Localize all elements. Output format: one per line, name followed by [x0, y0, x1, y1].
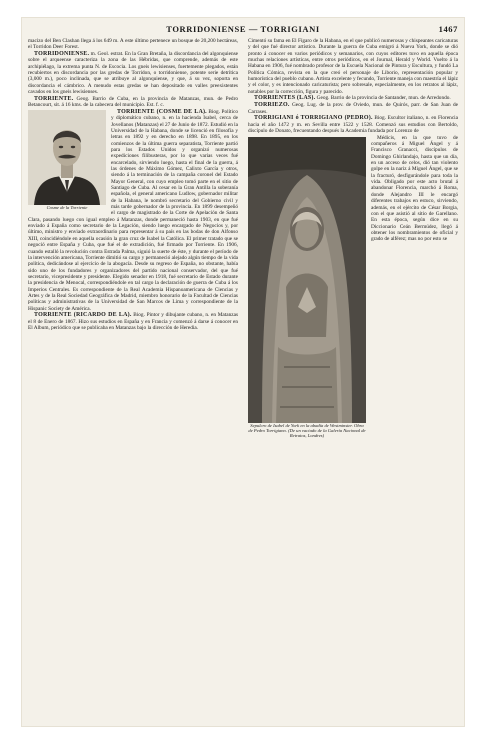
entry-text: Médicis, en la que tuvo de compañeros á Miguel Ángel y á Francisco Granacci, discípulos de Domingo Ghirlandajo, hasta que un día, en un acceso de celos, dió tan violento golpe en la nariz á Miguel Ángel, que se la fracturó, desfigurándole para toda la vida. Obligado por este acto brutal á abandonar Florencia, marchó á Roma, donde Alejandro III le encargó diferentes trabajos en estuco, sirviendo, además, en el ejército de César Borgia, con el que asistió al sitio de Garellano. En esta época, según dice en su Diccionario Ceán Bermúdez, llegó á obtener los nombramientos de oficial y grado de alférez; mas no por esto se: [371, 134, 458, 243]
entry-paragraph: [248, 102, 458, 115]
entry-text: m. Geol. estrat. En la Gran Bretaña, la discordancia del algonquiense sobre el arqueense caracteriza la zona de las Hébridas, que comprende, además de este archipiélago, la extrema punta N. de Escocia. Los gneis lewisienses, fuertemente plegados, están recubiertos en discordancia por las gredas de Torridon, o torridoniense, potente serie detrítica (3,000 m.), poco inclinada, que se atribuye al algonquiense, y que, á su vez, soporta en discordancia el cámbrico. A menudo estas gredas se han depositado en valles preexistentes cavados en los gneis lewisienses.: [28, 51, 238, 96]
portrait-caption: Cosme de la Torriente: [46, 204, 88, 210]
entry-paragraph: [248, 95, 458, 101]
portrait-photo: [28, 110, 106, 205]
left-column: [28, 38, 238, 722]
entry-term: TORRIENTE (RICARDO DE LA).: [34, 312, 132, 319]
document-page: [22, 18, 464, 726]
entry-term: TORRIENTES (LAS).: [254, 95, 316, 102]
entry-text: Geog. Lug. de la prov. de Oviedo, mun. de Quirós, parr. de San Juan de Carrases.: [248, 102, 458, 115]
page-number: 1467: [438, 24, 458, 34]
entry-paragraph: [28, 51, 238, 95]
entry-paragraph: [28, 38, 238, 51]
tomb-caption: Sepulcro de Isabel de York en la abadía de Westminster. Obra de Pedro Torrigiano. (De un vaciado de la Galería Nacional de Retratos, Londres): [248, 422, 366, 439]
right-column: [248, 38, 458, 722]
entry-paragraph: [248, 115, 458, 134]
entry-paragraph: [248, 38, 458, 95]
entry-text: macizo del Ben Clashan llega á los 649 m. Á este último pertenece un bosque de 20,200 hectáreas, el Torridon Deer Forest.: [28, 38, 238, 51]
entry-term: TORRIEZO.: [254, 102, 290, 109]
tomb-figure: [248, 137, 366, 437]
entry-paragraph: [28, 312, 238, 331]
entry-text: Geog. Barrio de la provincia de Santander, mun. de Arredondo.: [316, 95, 451, 102]
entry-text: Biog. Político y diplomático cubano, n. en la hacienda Isabel, cerca de Jovellanos (Matanzas) el 27 de Junio de 1872. Estudió en la Universidad de la Habana, donde se licenció en filosofía y letras en 1892 y en derecho en 1898. En 1895, en los comienzos de la última guerra separatista, Torriente partió para los Estados Unidos y organizó numerosas expediciones filibusteras, por lo que varias veces fué encarcelado, sirviendo luego, hasta el final de la guerra, á las órdenes de Máximo Gómez, Calixto García y otros, siendo á la terminación de la campaña coronel del Estado Mayor General, con cuyo empleo tomó parte en el sitio de Santiago de Cuba. Al cesar en la Gran Antilla la soberanía española, el general americano Ludlow, gobernador militar de la Habana, le nombró secretario del Gobierno civil y más tarde gobernador de la provincia. En 1899 desempeñó el cargo de magistrado de la Corte de Apelación de Santa Clara, pasando luego con igual empleo á Matanzas, donde permaneció hasta 1903, en que fué enviado á España como secretario de la Legación, siendo luego encargado de Negocios y, por último, ministro y enviado extraordinario para representar á su país en las bodas de don Alfonso XIII, coincidiéndole en aquella ocasión la gran cruz de Isabel la Católica. El primer tratado que se negoció entre España y Cuba, que fué el de extradición, fué firmado por Torriente. En 1906, cuando estalló la revolución contra Estrada Palma, siguió la suerte de éste, y durante el período de la intervención americana, Torriente dimitió su cargo y permaneció alejado algún tiempo de la vida política, dedicándose al ejercicio de la abogacía. Desde su regreso de España, no obstante, había sido uno de los fundadores y organizadores del partido nacional conservador, del que fué secretario, vicepresidente y presidente. Elegido senador en 1918, fué secretario de Estado durante la presidencia de Menocal, correspondiéndole en tal cargo la declaración de guerra de Cuba á los Imperios Centrales. Es correspondiente de la Real Academia Hispanoamericana de Ciencias y Artes y de la Real Sociedad Geográfica de Madrid, miembro honorario de la Facultad de Ciencias políticas y administrativas de la Universidad de San Marcos de Lima y correspondiente de la Hispanic Society de América.: [28, 108, 238, 312]
entry-term: TORRIENTE.: [34, 95, 74, 102]
entry-text: Cimentó su fama en El Fígaro de la Habana, en el que publicó numerosas y chispeantes caricaturas y del que fué director artístico. Durante la guerra de Cuba emigró á Nueva York, donde se dió pronto á conocer en varios periódicos y semanarios, con cuyos editores tuvo en aquella época muchas relaciones artísticas, entre otros periódicos, en el Journal, Herald y World. Vuelto á la Habana en 1906, fué nombrado profesor de la Escuela Nacional de Pintura y Escultura, y fundó La Política Cómica, revista en la que creó el personaje de Liborio, representación popular y humorística del pueblo cubano. Artista excelente y fecundo, Torriente maneja con maestría el lápiz y el color, y es intencionado caricaturista; pero sobresale, especialmente, en los retratos al lápiz, notables por la corrección, figura y parecido.: [248, 38, 458, 95]
entry-term: TORRIENTE (COSME DE LA).: [117, 108, 207, 115]
entry-term: TORRIDONIENSE.: [34, 51, 90, 58]
running-header: [22, 24, 464, 38]
entry-text: Geog. Barrio de Cuba, en la provincia de Matanzas, mun. de Pedro Betancourt, sit. á 16 kms. de la cabecera del municipio. Est. f. c.: [28, 95, 238, 109]
portrait-figure: [28, 110, 106, 214]
entry-term: TORRIGIANI ó TORRIGIANO (PEDRO).: [254, 115, 373, 122]
entry-text: Biog. Pintor y dibujante cubano, n. en Matanzas el 8 de Enero de 1867. Hizo sus estudios en España y en Francia y comenzó á darse á conocer en El Album, periódico que se publicaba en Matanzas bajo la dirección de Heredia.: [28, 312, 238, 332]
entry-paragraph: [28, 96, 238, 109]
header-title: TORRIDONIENSE — TORRIGIANI: [166, 24, 320, 34]
entry-text: Biog. Escultor italiano, n. en Florencia hacia el año 1472 y m. en Sevilla entre 1522 y 1528. Comenzó sus estudios con Bertoldo, discípulo de Donato, frecuentando después la Academia fundada por Lorenzo de: [248, 115, 458, 134]
tomb-photo: [248, 137, 366, 423]
